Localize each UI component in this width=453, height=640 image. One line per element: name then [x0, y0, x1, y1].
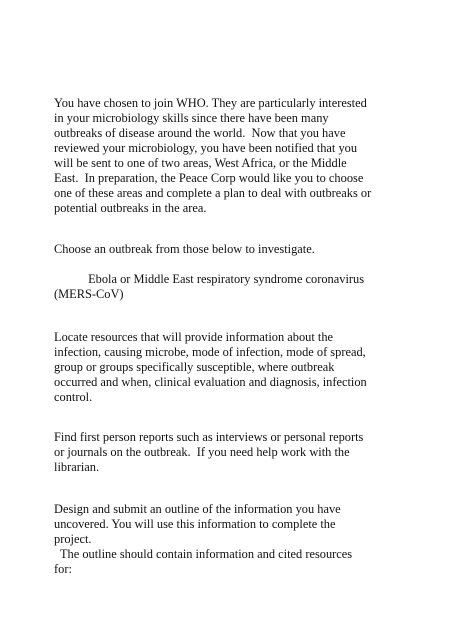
text-line: infection, causing microbe, mode of infection, mode of spread, [54, 345, 366, 359]
text-line: uncovered. You will use this information to complete the [54, 517, 336, 531]
text-line: group or groups specifically susceptible, where outbreak [54, 360, 335, 374]
text-line: (MERS-CoV) [54, 287, 124, 301]
text-line: librarian. [54, 460, 100, 474]
text-line: or journals on the outbreak. If you need help work with the [54, 445, 350, 459]
text-line: occurred and when, clinical evaluation and diagnosis, infection [54, 375, 367, 389]
text-line: You have chosen to join WHO. They are particularly interested [54, 96, 367, 110]
text-line: Choose an outbreak from those below to investigate. [54, 242, 315, 256]
text-line: in your microbiology skills since there have been many [54, 111, 329, 125]
text-line: potential outbreaks in the area. [54, 201, 207, 215]
text-line: one of these areas and complete a plan to deal with outbreaks or [54, 186, 372, 200]
text-line: Find first person reports such as interviews or personal reports [54, 430, 364, 444]
text-line: East. In preparation, the Peace Corp would like you to choose [54, 171, 364, 185]
text-line: project. [54, 532, 92, 546]
text-line: Locate resources that will provide information about the [54, 330, 334, 344]
text-line: for: [54, 562, 72, 576]
text-line: reviewed your microbiology, you have been notified that you [54, 141, 358, 155]
text-line: will be sent to one of two areas, West Africa, or the Middle [54, 156, 347, 170]
text-line: Design and submit an outline of the information you have [54, 502, 341, 516]
text-line: The outline should contain information and cited resources [54, 547, 353, 561]
text-line: Ebola or Middle East respiratory syndrome coronavirus [54, 272, 365, 286]
text-line: outbreaks of disease around the world. Now that you have [54, 126, 346, 140]
text-line: control. [54, 390, 93, 404]
